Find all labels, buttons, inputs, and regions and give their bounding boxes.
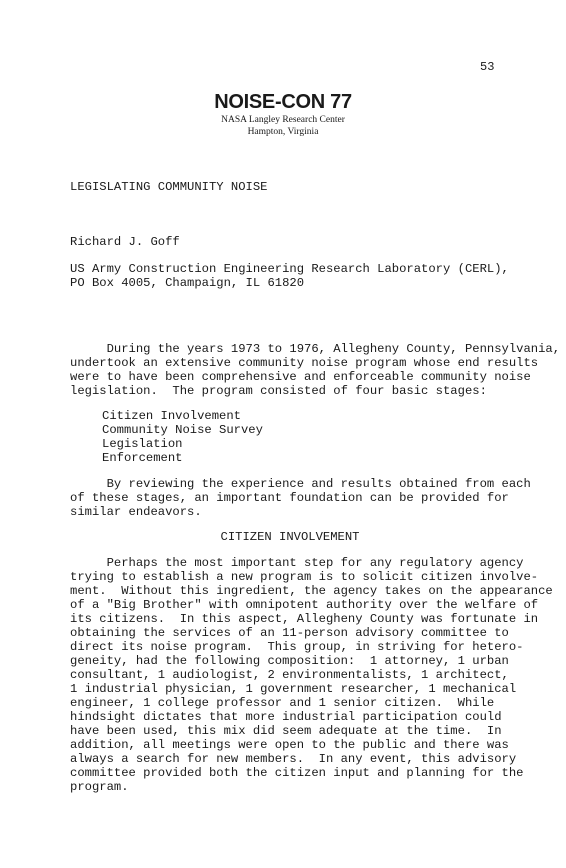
stage-item: Enforcement xyxy=(102,451,183,465)
paragraph-line: undertook an extensive community noise program whose end results xyxy=(70,356,539,370)
conference-center: NASA Langley Research Center xyxy=(221,115,345,125)
paragraph-line: program. xyxy=(70,780,129,794)
paragraph-line: 1 industrial physician, 1 government researcher, 1 mechanical xyxy=(70,682,517,696)
paragraph-line: obtaining the services of an 11-person advisory committee to xyxy=(70,626,509,640)
page-number: 53 xyxy=(480,60,495,74)
intro-paragraph xyxy=(70,342,561,398)
paragraph-line: direct its noise program. This group, in striving for hetero- xyxy=(70,640,524,654)
paper-title-text: LEGISLATING COMMUNITY NOISE xyxy=(70,180,268,194)
review-paragraph xyxy=(70,477,531,519)
section-heading-text: CITIZEN INVOLVEMENT xyxy=(220,530,360,544)
paragraph-line: hindsight dictates that more industrial participation could xyxy=(70,710,502,724)
paragraph-line: similar endeavors. xyxy=(70,505,202,519)
section-paragraph xyxy=(70,556,553,794)
paragraph-line: committee provided both the citizen input and planning for the xyxy=(70,766,524,780)
stage-item: Community Noise Survey xyxy=(102,423,263,437)
paragraph-line: consultant, 1 audiologist, 2 environmentalists, 1 architect, xyxy=(70,668,509,682)
paragraph-line: Perhaps the most important step for any regulatory agency xyxy=(70,556,524,570)
paragraph-line: ment. Without this ingredient, the agency takes on the appearance xyxy=(70,584,553,598)
author-block xyxy=(70,235,510,249)
paragraph-line: its citizens. In this aspect, Allegheny County was fortunate in xyxy=(70,612,539,626)
paragraph-line: were to have been comprehensive and enforceable community noise xyxy=(70,370,531,384)
paragraph-line: geneity, had the following composition: 1 attorney, 1 urban xyxy=(70,654,509,668)
affiliation-block xyxy=(70,262,510,290)
stage-item: Citizen Involvement xyxy=(102,409,241,423)
paragraph-line: engineer, 1 college professor and 1 senior citizen. While xyxy=(70,696,495,710)
paragraph-line: trying to establish a new program is to solicit citizen involve- xyxy=(70,570,539,584)
paragraph-line: have been used, this mix did seem adequate at the time. In xyxy=(70,724,502,738)
affiliation-line: PO Box 4005, Champaign, IL 61820 xyxy=(70,276,305,290)
paragraph-line: During the years 1973 to 1976, Allegheny County, Pennsylvania, xyxy=(70,342,561,356)
stages-list xyxy=(70,409,510,465)
paragraph-line: always a search for new members. In any event, this advisory xyxy=(70,752,517,766)
section-heading xyxy=(70,530,510,544)
conference-header xyxy=(0,90,566,138)
conference-location: Hampton, Virginia xyxy=(247,127,319,137)
paragraph-line: legislation. The program consisted of four basic stages: xyxy=(70,384,487,398)
conference-title: NOISE-CON 77 xyxy=(214,91,352,113)
paper-title xyxy=(70,180,510,194)
affiliation-line: US Army Construction Engineering Research Laboratory (CERL), xyxy=(70,262,509,276)
stage-item: Legislation xyxy=(102,437,183,451)
paragraph-line: of a "Big Brother" with omnipotent authority over the welfare of xyxy=(70,598,539,612)
paragraph-line: of these stages, an important foundation can be provided for xyxy=(70,491,509,505)
author-name: Richard J. Goff xyxy=(70,235,180,249)
paragraph-line: addition, all meetings were open to the public and there was xyxy=(70,738,509,752)
paragraph-line: By reviewing the experience and results obtained from each xyxy=(70,477,531,491)
